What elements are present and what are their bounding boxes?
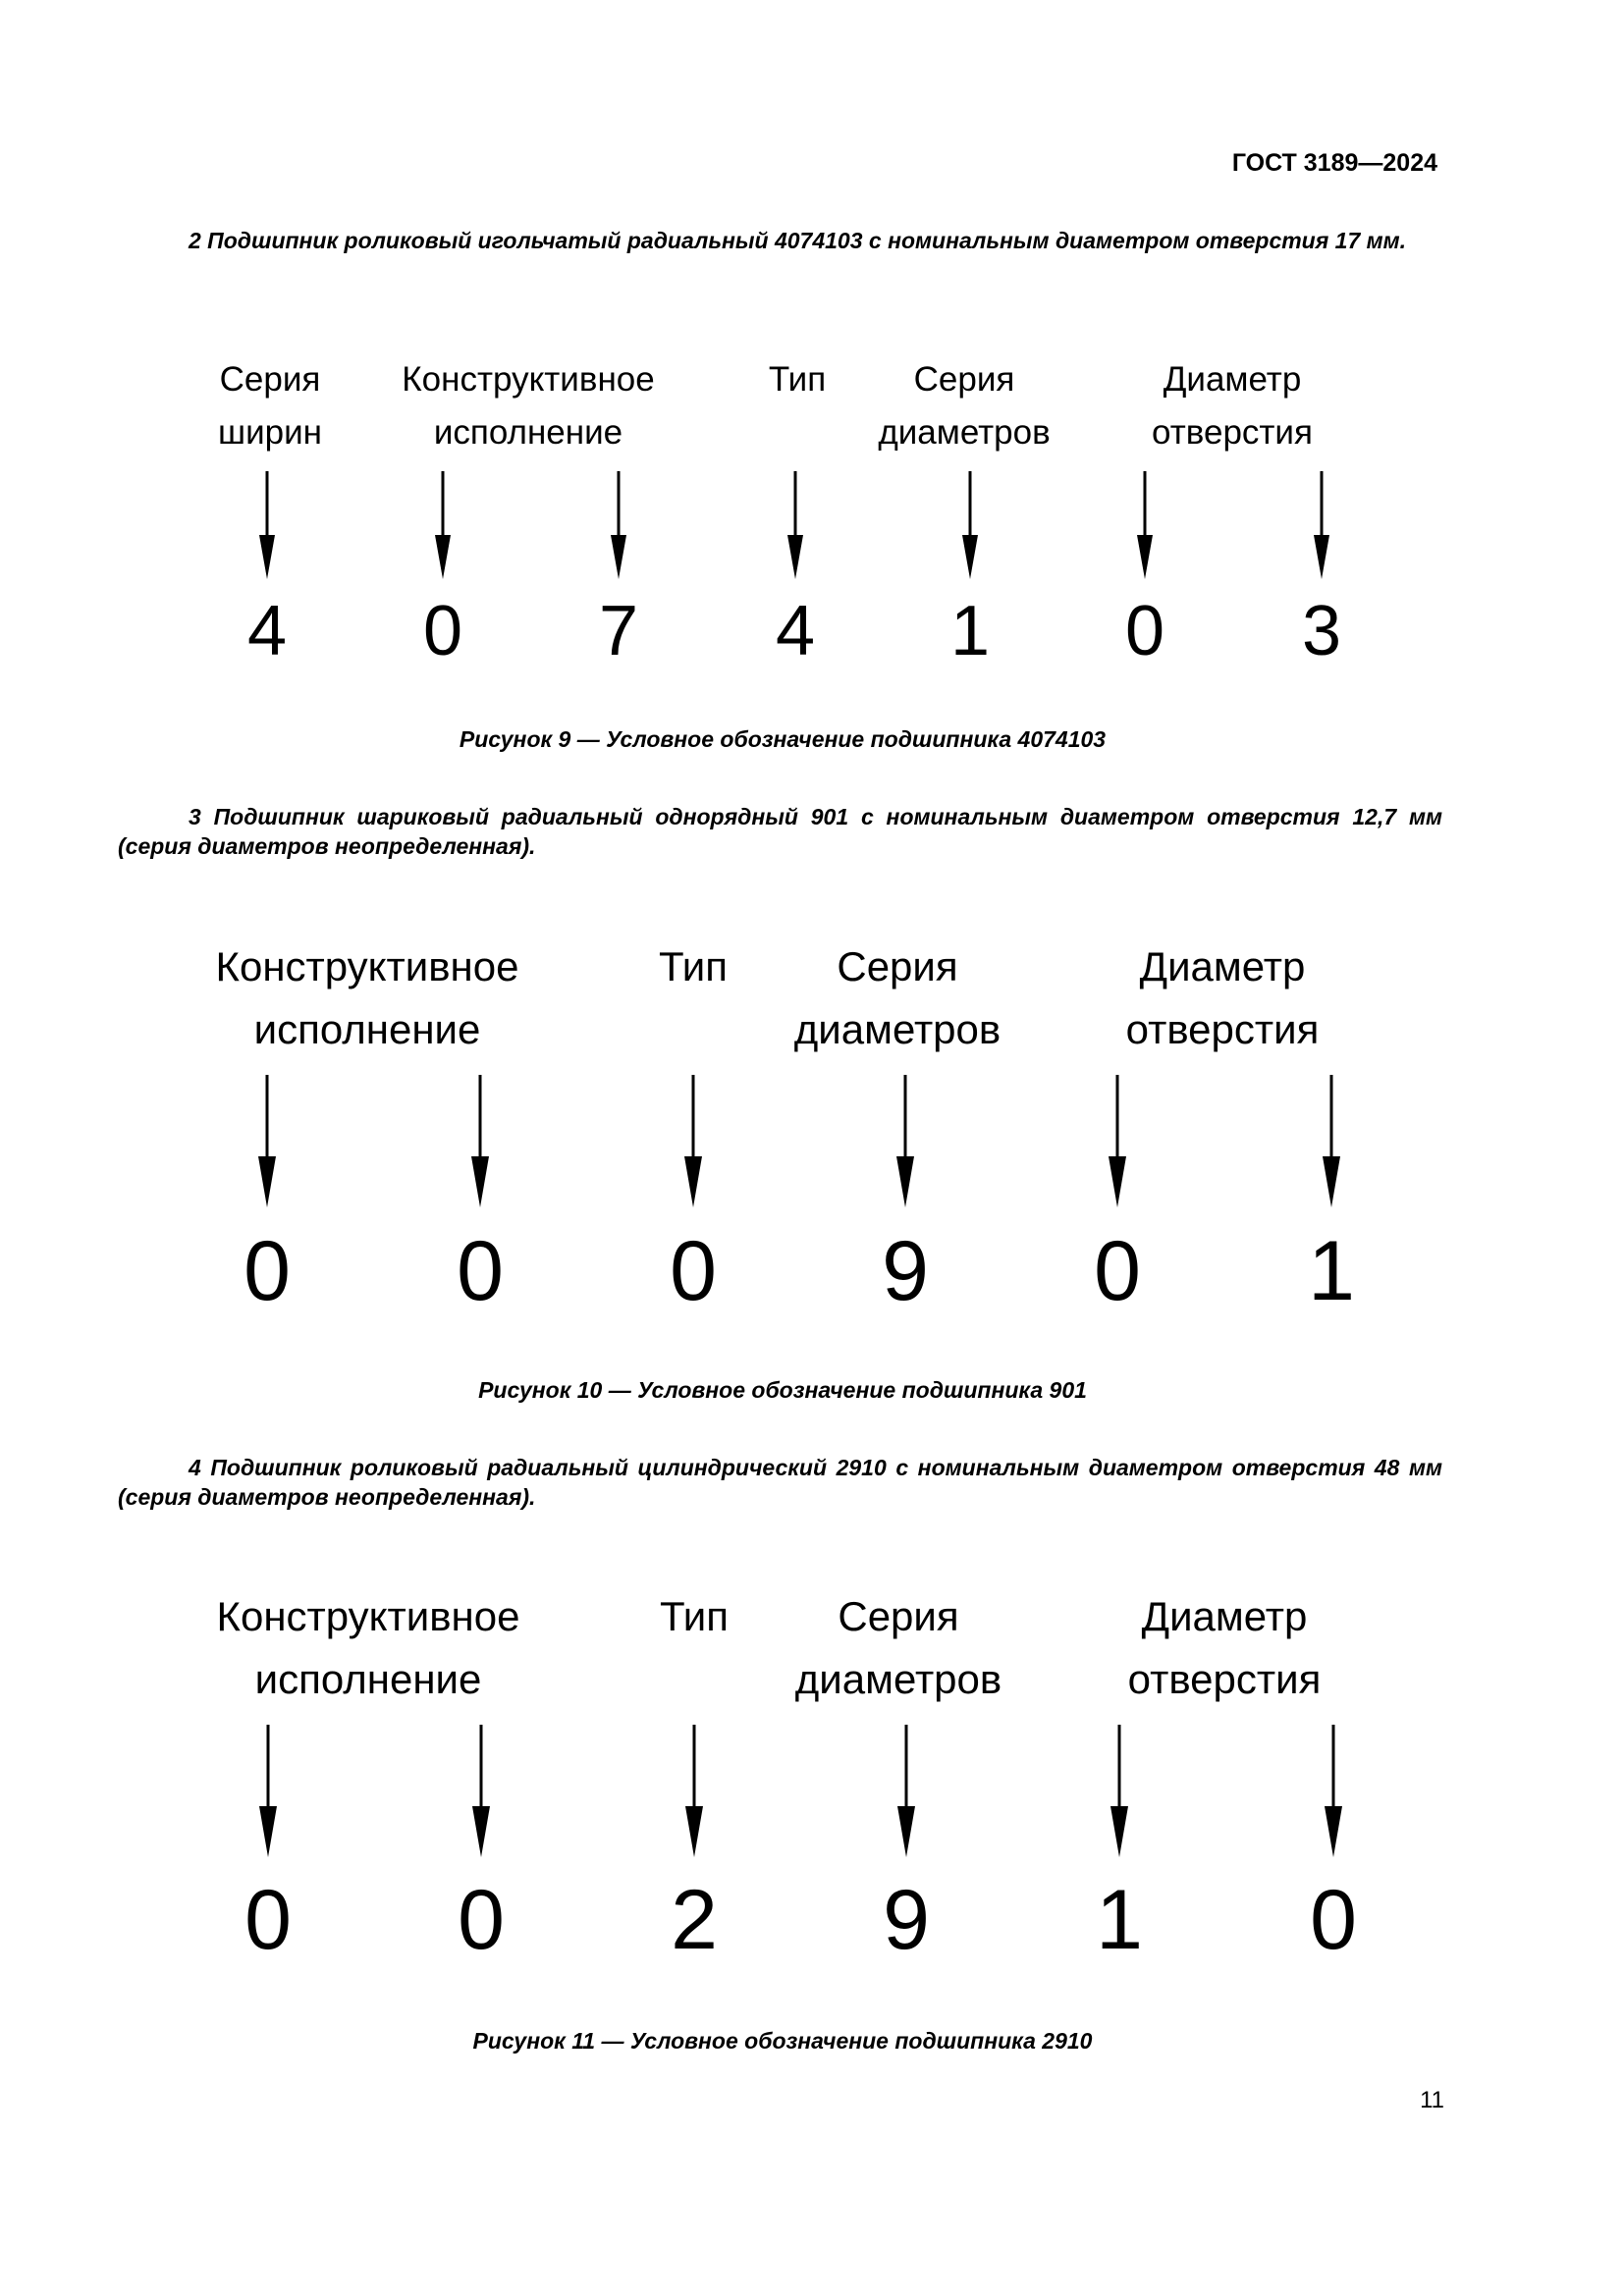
example-3-text-content: 3 Подшипник шариковый радиальный однорядный 901 с номинальным диаметром отверстия 12,7 мм (серия диаметров неопределенная). <box>118 804 1442 859</box>
example-4-text-content: 4 Подшипник роликовый радиальный цилиндрический 2910 с номинальным диаметром отверстия 48 мм (серия диаметров неопределенная). <box>118 1455 1442 1510</box>
arrow-head <box>472 1806 490 1857</box>
label-line: диаметров <box>793 1006 1001 1052</box>
digit: 9 <box>882 1224 929 1318</box>
digit: 0 <box>244 1873 292 1967</box>
label-line: Тип <box>659 1593 730 1639</box>
label-line: Серия <box>837 943 958 989</box>
arrow-head <box>897 1806 915 1857</box>
digit: 9 <box>883 1873 930 1967</box>
digit: 0 <box>458 1873 505 1967</box>
digit: 0 <box>244 1224 291 1318</box>
figure-11-caption: Рисунок 11 — Условное обозначение подшипника 2910 <box>472 2028 1093 2054</box>
label-line: диаметров <box>794 1656 1002 1702</box>
document-header: ГОСТ 3189—2024 <box>1231 149 1437 177</box>
arrow-head <box>259 1806 277 1857</box>
arrow-head <box>1325 1806 1342 1857</box>
page-number: 11 <box>1420 2087 1444 2113</box>
label-line: Серия <box>219 360 321 399</box>
label-line: отверстия <box>1125 1006 1320 1052</box>
label-line: Диаметр <box>1141 1593 1308 1639</box>
label-line: Диаметр <box>1163 360 1302 399</box>
label-line: ширин <box>218 413 322 452</box>
digit: 0 <box>1124 592 1165 670</box>
label-line: Конструктивное <box>216 1593 520 1639</box>
digit: 0 <box>1094 1224 1141 1318</box>
digit: 4 <box>246 592 288 670</box>
label-line: исполнение <box>254 1656 482 1702</box>
label-line: Серия <box>838 1593 959 1639</box>
label-line: Серия <box>913 360 1015 399</box>
digit: 0 <box>422 592 463 670</box>
label-line: отверстия <box>1127 1656 1322 1702</box>
figure-9-caption: Рисунок 9 — Условное обозначение подшипника 4074103 <box>459 726 1107 752</box>
label-line: Тип <box>768 360 827 399</box>
digit: 1 <box>949 592 991 670</box>
digit: 2 <box>671 1873 718 1967</box>
label-line: Конструктивное <box>402 360 655 399</box>
label-line: исполнение <box>433 413 623 452</box>
digit: 0 <box>670 1224 717 1318</box>
figure-10-caption: Рисунок 10 — Условное обозначение подшипника 901 <box>478 1377 1087 1403</box>
example-2-text-content: 2 Подшипник роликовый игольчатый радиальный 4074103 с номинальным диаметром отверстия 17 мм. <box>189 228 1407 253</box>
label-line: отверстия <box>1152 413 1313 452</box>
label-line: исполнение <box>253 1006 481 1052</box>
label-line: Конструктивное <box>215 943 519 989</box>
digit: 1 <box>1308 1224 1355 1318</box>
digit: 7 <box>598 592 639 670</box>
arrow-head <box>1110 1806 1128 1857</box>
digit: 3 <box>1301 592 1342 670</box>
digit: 4 <box>775 592 816 670</box>
arrow-head <box>685 1806 703 1857</box>
label-line: Тип <box>658 943 729 989</box>
label-line: Диаметр <box>1139 943 1306 989</box>
label-line: диаметров <box>878 413 1051 452</box>
digit: 1 <box>1096 1873 1143 1967</box>
digit: 0 <box>1310 1873 1357 1967</box>
digit: 0 <box>457 1224 504 1318</box>
